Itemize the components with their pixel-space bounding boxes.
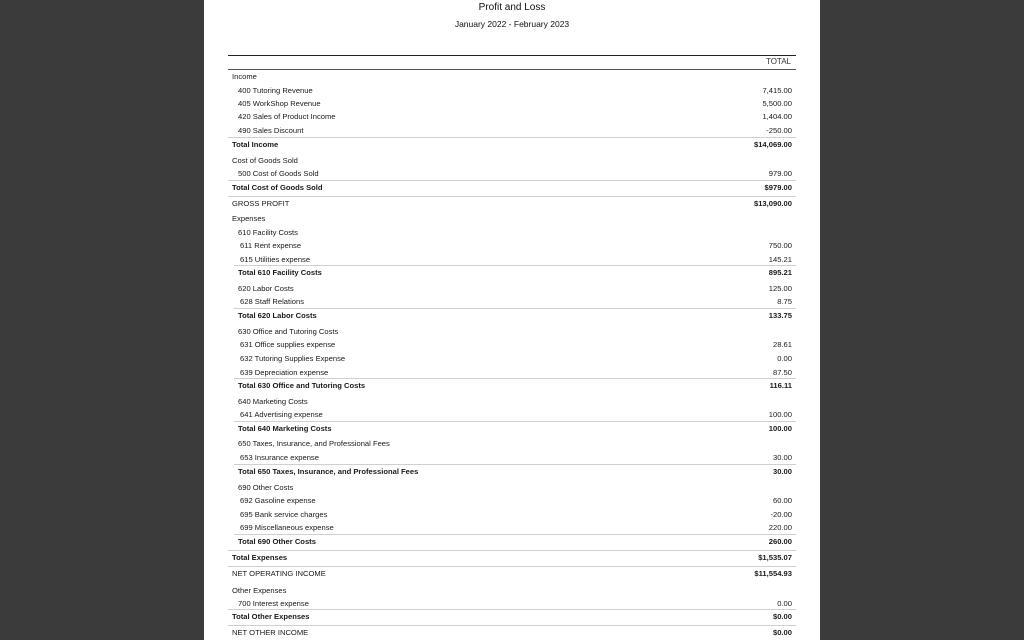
row-amount: 28.61 [772, 340, 792, 349]
row-label: 500 Cost of Goods Sold [238, 169, 319, 178]
report-row [228, 567, 796, 580]
report-row [228, 167, 796, 180]
row-label: Total 650 Taxes, Insurance, and Professional Fees [238, 467, 419, 476]
report-title: Profit and Loss [478, 2, 546, 13]
row-amount: 7,415.00 [762, 86, 792, 95]
report-row [228, 266, 796, 279]
row-amount: 0.00 [777, 354, 792, 363]
row-label: 630 Office and Tutoring Costs [238, 327, 339, 336]
report-row [228, 535, 796, 548]
report-row [228, 508, 796, 521]
row-label: 628 Staff Relations [240, 297, 305, 306]
report-period: January 2022 - February 2023 [454, 19, 570, 29]
row-label: 640 Marketing Costs [238, 397, 308, 406]
report-row [228, 154, 796, 167]
row-amount: 1,404.00 [762, 112, 792, 121]
row-amount: 87.50 [772, 368, 792, 377]
report-row [228, 610, 796, 623]
row-label: Total 620 Labor Costs [238, 311, 317, 320]
row-amount: 145.21 [768, 255, 792, 264]
report-row [228, 239, 796, 252]
row-label: NET OTHER INCOME [232, 628, 309, 637]
row-label: Income [232, 72, 257, 81]
report-row [228, 197, 796, 210]
row-amount: $1,535.07 [758, 553, 792, 562]
row-amount: 125.00 [768, 284, 792, 293]
report-row [228, 551, 796, 564]
row-amount: 100.00 [768, 424, 792, 433]
row-label: NET OPERATING INCOME [232, 569, 326, 578]
row-label: 653 Insurance expense [240, 453, 319, 462]
row-amount: 100.00 [768, 410, 792, 419]
row-amount: 750.00 [768, 241, 792, 250]
report-row [228, 309, 796, 322]
row-label: 695 Bank service charges [240, 510, 328, 519]
row-label: 615 Utilities expense [240, 255, 311, 264]
row-label: 639 Depreciation expense [240, 368, 329, 377]
row-label: 620 Labor Costs [238, 284, 294, 293]
row-amount: -250.00 [766, 126, 792, 135]
row-label: 700 Interest expense [238, 599, 309, 608]
row-label: 610 Facility Costs [238, 228, 298, 237]
report-row [228, 97, 796, 110]
row-amount: 8.75 [777, 297, 792, 306]
row-amount: $13,090.00 [753, 199, 792, 208]
row-amount: $11,554.93 [754, 569, 792, 578]
row-label: Total 690 Other Costs [238, 537, 316, 546]
report-row [228, 84, 796, 97]
row-label: 692 Gasoline expense [240, 496, 316, 505]
report-row [228, 465, 796, 478]
row-amount: $979.00 [764, 183, 792, 192]
row-amount: 60.00 [772, 496, 792, 505]
report-row [228, 181, 796, 194]
row-label: 611 Rent expense [240, 241, 302, 250]
report-row [228, 110, 796, 123]
row-label: Total Cost of Goods Sold [232, 183, 323, 192]
row-label: Expenses [232, 214, 266, 223]
report-row [228, 422, 796, 435]
row-label: Total 640 Marketing Costs [238, 424, 332, 433]
report-row [228, 379, 796, 392]
report-row [228, 481, 796, 494]
report-row [228, 451, 796, 464]
row-label: Other Expenses [232, 586, 287, 595]
row-amount: 5,500.00 [762, 99, 792, 108]
row-label: Cost of Goods Sold [232, 156, 298, 165]
row-amount: 116.11 [769, 381, 792, 390]
report-row [228, 352, 796, 365]
report-row [228, 325, 796, 338]
row-label: 690 Other Costs [238, 483, 294, 492]
row-label: 490 Sales Discount [238, 126, 304, 135]
report-row [228, 437, 796, 450]
report-row [228, 584, 796, 597]
report-row [228, 521, 796, 534]
row-label: GROSS PROFIT [232, 199, 290, 208]
report-row [228, 395, 796, 408]
report-page [204, 0, 820, 640]
report-row [228, 70, 796, 83]
report-row [228, 494, 796, 507]
row-label: 405 WorkShop Revenue [238, 99, 321, 108]
row-amount: 979.00 [768, 169, 792, 178]
row-amount: 260.00 [768, 537, 792, 546]
row-label: Total 630 Office and Tutoring Costs [238, 381, 366, 390]
report-row [228, 282, 796, 295]
row-label: 641 Advertising expense [240, 410, 323, 419]
report-row [228, 338, 796, 351]
row-label: 650 Taxes, Insurance, and Professional Fees [238, 439, 390, 448]
row-label: 631 Office supplies expense [240, 340, 336, 349]
row-amount: 895.21 [768, 268, 792, 277]
report-row [228, 138, 796, 151]
row-label: 420 Sales of Product Income [238, 112, 336, 121]
report-row [228, 212, 796, 225]
row-label: 699 Miscellaneous expense [240, 523, 334, 532]
report-row [228, 124, 796, 137]
header-rule [228, 55, 796, 56]
report-row [228, 295, 796, 308]
row-label: Total Expenses [232, 553, 288, 562]
row-amount: -20.00 [770, 510, 792, 519]
row-label: 632 Tutoring Supplies Expense [240, 354, 346, 363]
row-amount: $0.00 [772, 628, 792, 637]
row-label: 400 Tutoring Revenue [238, 86, 313, 95]
row-label: Total Income [232, 140, 279, 149]
report-row [228, 408, 796, 421]
total-column-header: TOTAL [765, 57, 791, 66]
row-amount: 220.00 [768, 523, 792, 532]
row-amount: 133.75 [768, 311, 792, 320]
row-amount: $14,069.00 [753, 140, 792, 149]
row-amount: 30.00 [772, 467, 792, 476]
report-row [228, 626, 796, 639]
row-amount: 0.00 [777, 599, 792, 608]
row-amount: 30.00 [772, 453, 792, 462]
row-label: Total Other Expenses [232, 612, 310, 621]
row-amount: $0.00 [772, 612, 792, 621]
row-label: Total 610 Facility Costs [238, 268, 322, 277]
report-row [228, 226, 796, 239]
